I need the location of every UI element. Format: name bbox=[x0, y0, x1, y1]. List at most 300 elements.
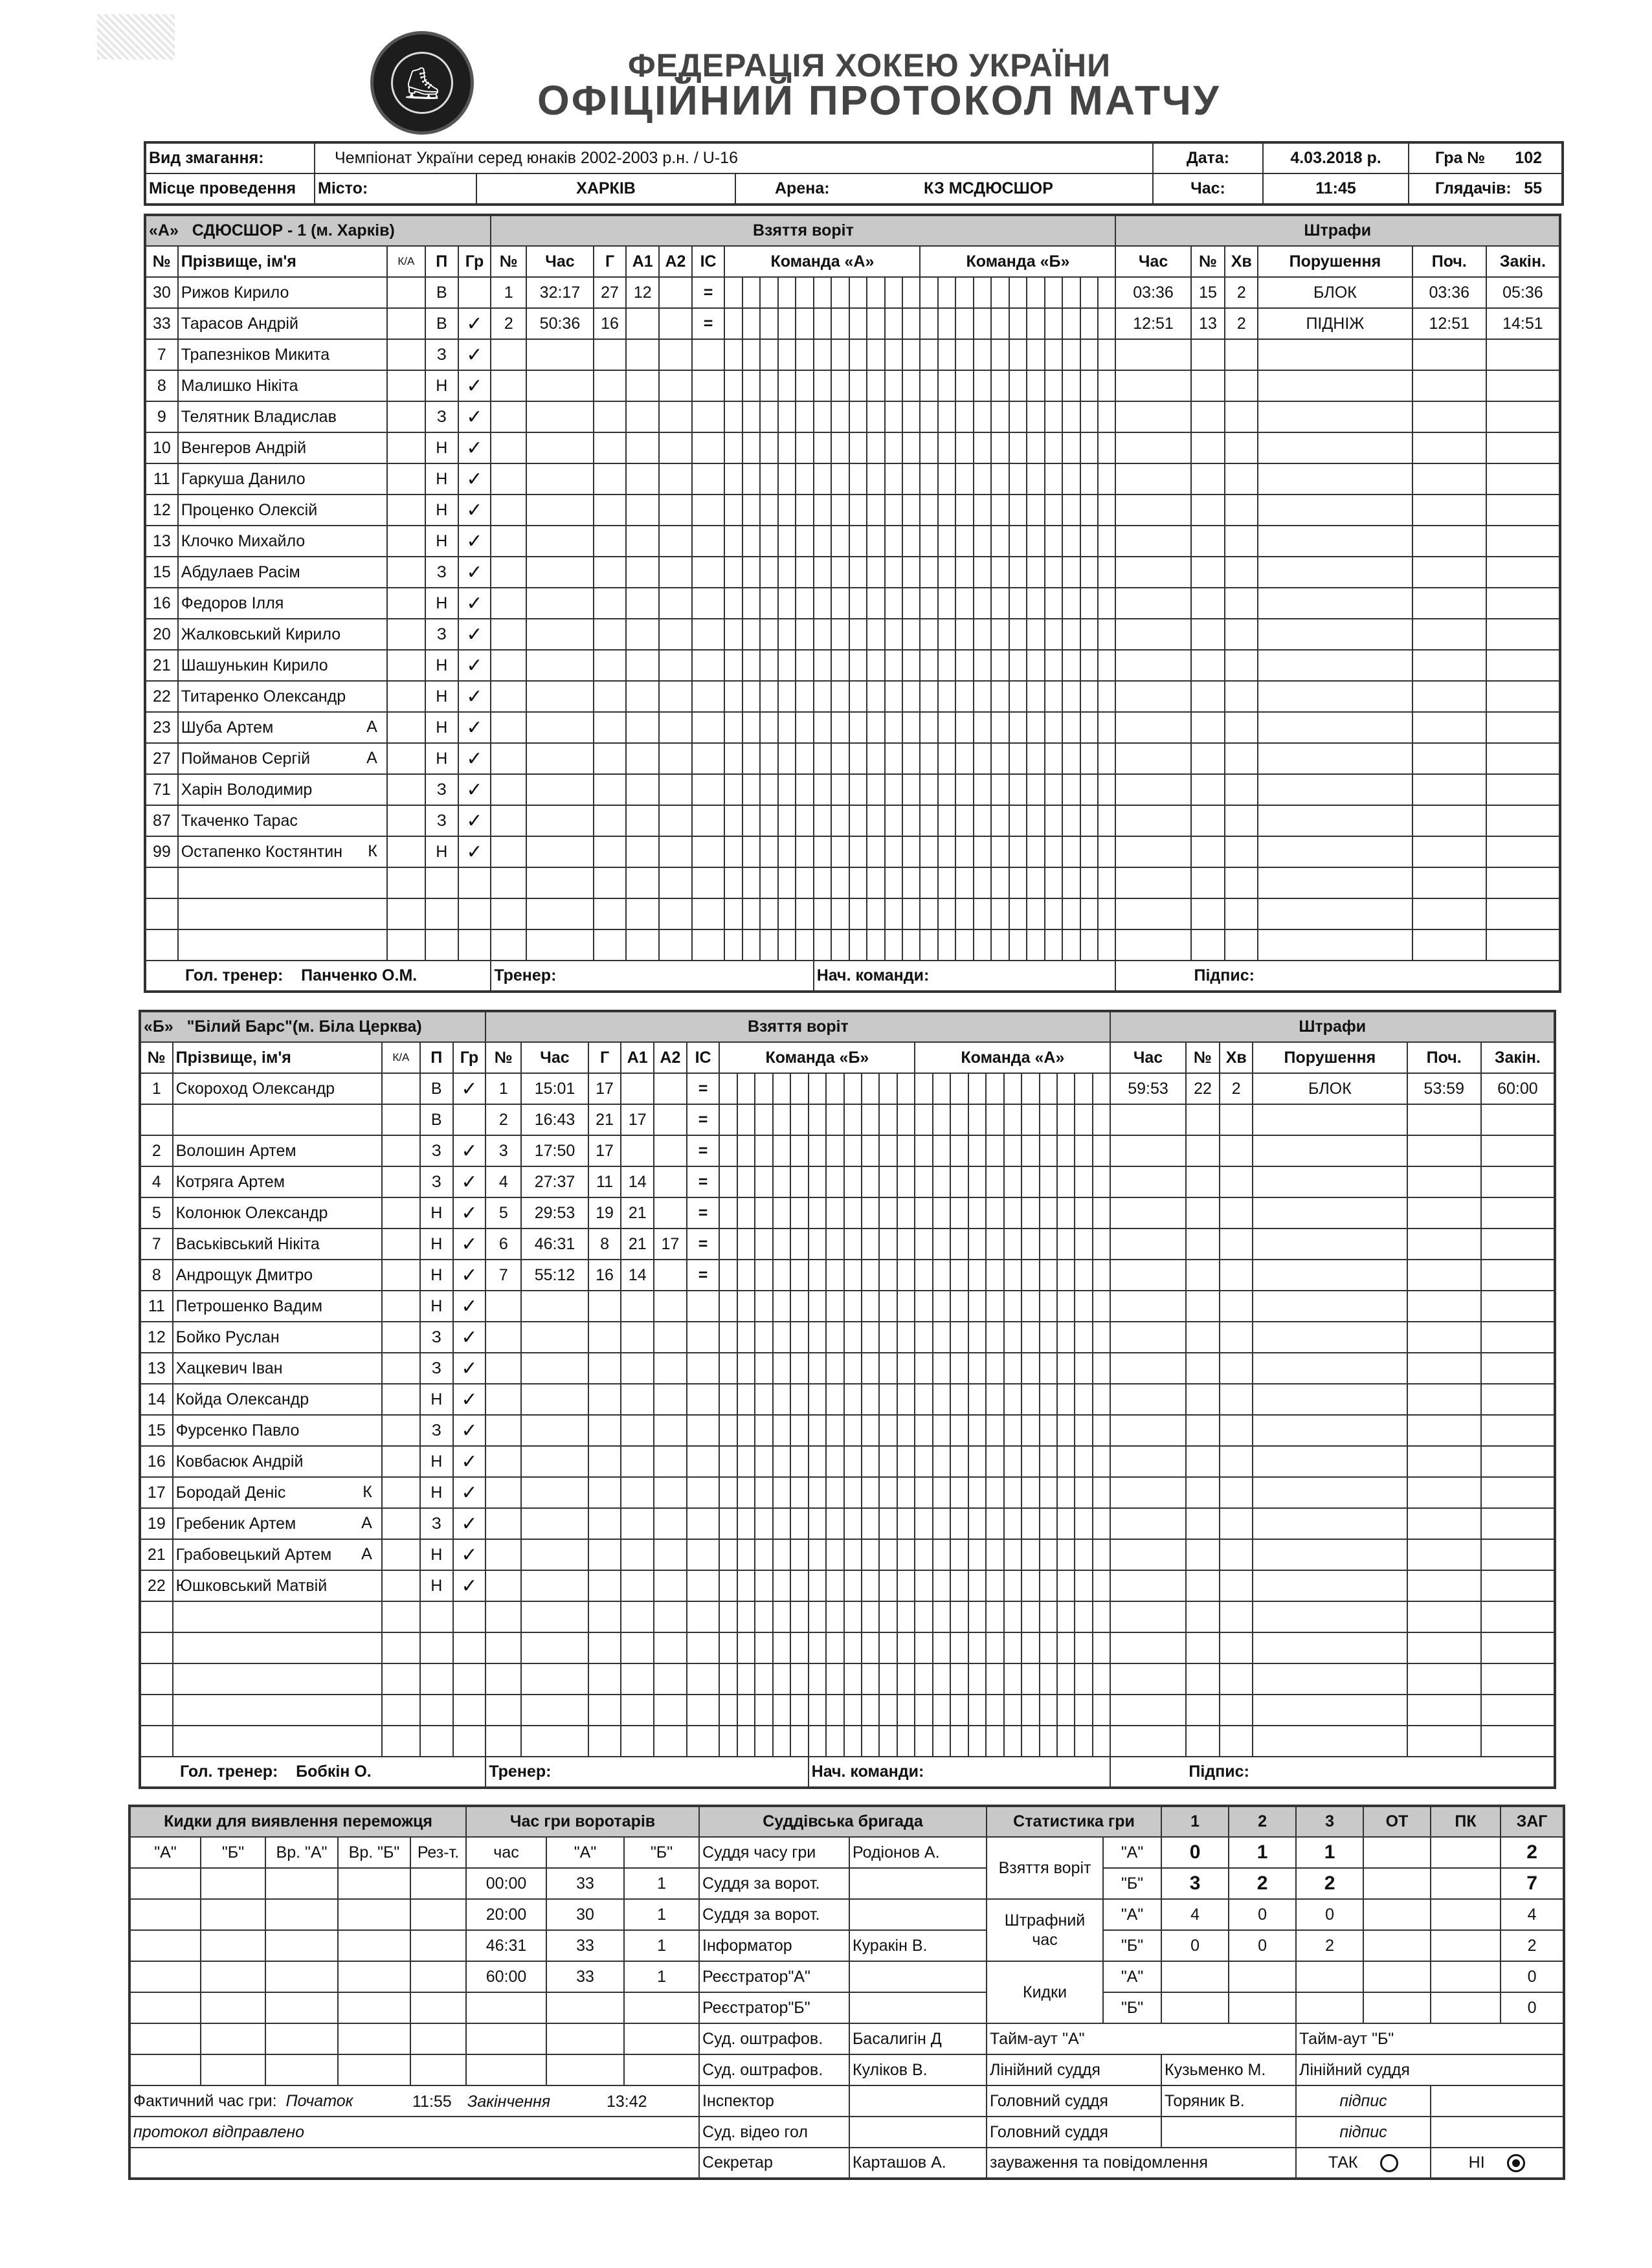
empty-cell bbox=[1486, 495, 1560, 526]
empty-cell bbox=[879, 1726, 897, 1757]
empty-cell bbox=[796, 774, 813, 805]
empty-cell bbox=[719, 1073, 737, 1104]
empty-cell bbox=[486, 1601, 521, 1632]
empty-cell bbox=[986, 1601, 1003, 1632]
team_b-name: "Білий Барс"(м. Біла Церква) bbox=[186, 1017, 422, 1036]
empty-cell bbox=[1186, 1446, 1220, 1477]
empty-cell bbox=[844, 1663, 862, 1695]
played-check-icon: ✓ bbox=[458, 370, 491, 401]
empty-cell bbox=[991, 650, 1009, 681]
empty-cell bbox=[1027, 557, 1044, 588]
empty-cell bbox=[885, 619, 902, 650]
player-cell bbox=[178, 308, 387, 339]
empty-cell bbox=[1253, 1539, 1407, 1570]
empty-cell bbox=[626, 774, 659, 805]
empty-cell bbox=[885, 339, 902, 370]
empty-cell bbox=[885, 463, 902, 495]
table-row bbox=[140, 1663, 1555, 1695]
penalty-time: 03:36 bbox=[1115, 277, 1190, 308]
empty-cell bbox=[831, 805, 849, 836]
radio-empty-icon[interactable] bbox=[1380, 2154, 1398, 2172]
goal-strength: = bbox=[687, 1073, 720, 1104]
empty-cell bbox=[410, 1961, 466, 1992]
penalty-start: 03:36 bbox=[1412, 277, 1486, 308]
empty-cell bbox=[950, 1291, 968, 1322]
empty-cell bbox=[933, 1695, 950, 1726]
stats-value: 0 bbox=[1161, 1930, 1229, 1961]
empty-cell bbox=[920, 836, 937, 867]
empty-cell bbox=[760, 836, 777, 867]
empty-cell bbox=[867, 867, 884, 898]
empty-cell bbox=[862, 1197, 879, 1228]
empty-cell bbox=[1027, 712, 1044, 743]
table-row bbox=[129, 2023, 1564, 2054]
goal-strength: = bbox=[692, 277, 725, 308]
empty-cell bbox=[737, 1197, 755, 1228]
empty-cell bbox=[760, 898, 777, 929]
empty-cell bbox=[719, 1570, 737, 1601]
team_a-tag: «А» bbox=[149, 221, 179, 239]
empty-cell bbox=[1225, 370, 1258, 401]
empty-cell bbox=[1093, 1166, 1111, 1197]
empty-cell bbox=[1057, 1135, 1075, 1166]
empty-cell bbox=[809, 1384, 826, 1415]
empty-cell bbox=[1062, 836, 1080, 867]
empty-cell bbox=[659, 805, 692, 836]
empty-cell bbox=[950, 1695, 968, 1726]
empty-cell bbox=[1045, 557, 1062, 588]
empty-cell bbox=[724, 588, 742, 619]
empty-cell bbox=[626, 401, 659, 432]
player-cell bbox=[173, 1166, 382, 1197]
empty-cell bbox=[1407, 1135, 1481, 1166]
goal-assist2 bbox=[659, 308, 692, 339]
empty-cell bbox=[1040, 1663, 1057, 1695]
empty-cell bbox=[1080, 712, 1098, 743]
empty-cell bbox=[692, 401, 725, 432]
empty-cell bbox=[687, 1446, 720, 1477]
end-label: Закінчення bbox=[467, 2093, 551, 2111]
empty-cell bbox=[849, 526, 867, 557]
empty-cell bbox=[724, 929, 742, 961]
shootout-col-header: Вр. "А" bbox=[265, 1837, 338, 1868]
empty-cell bbox=[974, 650, 991, 681]
empty-cell bbox=[974, 432, 991, 463]
empty-cell bbox=[902, 308, 920, 339]
empty-cell bbox=[831, 836, 849, 867]
table-row bbox=[129, 1868, 1564, 1899]
empty-cell bbox=[760, 370, 777, 401]
col-goal-time-header: Час bbox=[526, 246, 593, 277]
player-ka bbox=[387, 495, 425, 526]
player-ka bbox=[382, 1197, 420, 1228]
empty-cell bbox=[1191, 836, 1225, 867]
empty-cell bbox=[955, 712, 973, 743]
empty-cell bbox=[737, 1695, 755, 1726]
empty-cell bbox=[659, 650, 692, 681]
empty-cell bbox=[1027, 774, 1044, 805]
empty-cell bbox=[724, 681, 742, 712]
empty-cell bbox=[654, 1508, 687, 1539]
player-number: 10 bbox=[145, 432, 178, 463]
empty-cell bbox=[1009, 681, 1027, 712]
empty-cell bbox=[1225, 712, 1258, 743]
team-b-section bbox=[139, 1010, 1556, 1789]
empty-cell bbox=[933, 1228, 950, 1260]
date-label: Дата: bbox=[1153, 142, 1263, 173]
empty-cell bbox=[1009, 650, 1027, 681]
gk-col-header: "Б" bbox=[624, 1837, 699, 1868]
empty-cell bbox=[974, 712, 991, 743]
empty-cell bbox=[974, 557, 991, 588]
empty-cell bbox=[760, 526, 777, 557]
empty-cell bbox=[862, 1260, 879, 1291]
empty-cell bbox=[1186, 1663, 1220, 1695]
empty-cell bbox=[902, 774, 920, 805]
stats-value: 0 bbox=[1296, 1899, 1363, 1930]
stats-value: 1 bbox=[1229, 1837, 1296, 1868]
empty-cell bbox=[1027, 898, 1044, 929]
col-g-header: Г bbox=[588, 1042, 621, 1073]
team-a-section bbox=[144, 214, 1561, 993]
empty-cell bbox=[879, 1539, 897, 1570]
table-row bbox=[140, 1415, 1555, 1446]
empty-cell bbox=[1098, 339, 1116, 370]
gk-time: 60:00 bbox=[466, 1961, 546, 1992]
player-ka bbox=[387, 619, 425, 650]
empty-cell bbox=[831, 743, 849, 774]
empty-cell bbox=[1040, 1384, 1057, 1415]
venue-label: Місце проведення bbox=[145, 173, 315, 205]
empty-cell bbox=[1075, 1477, 1092, 1508]
empty-cell bbox=[594, 495, 627, 526]
empty-cell bbox=[933, 1508, 950, 1539]
player-name: Венгеров Андрій bbox=[181, 438, 307, 457]
empty-cell bbox=[831, 929, 849, 961]
player-position: Н bbox=[425, 743, 458, 774]
empty-cell bbox=[755, 1353, 772, 1384]
empty-cell bbox=[1110, 1539, 1185, 1570]
goal-number: 3 bbox=[486, 1135, 521, 1166]
empty-cell bbox=[809, 1570, 826, 1601]
goal-assist1: 21 bbox=[621, 1228, 654, 1260]
player-cell bbox=[178, 650, 387, 681]
col-infraction-header: Порушення bbox=[1253, 1042, 1407, 1073]
empty-cell bbox=[1057, 1663, 1075, 1695]
empty-cell bbox=[742, 929, 760, 961]
table-row bbox=[140, 1384, 1555, 1415]
empty-cell bbox=[1040, 1726, 1057, 1757]
player-position: Н bbox=[425, 588, 458, 619]
empty-cell bbox=[1486, 743, 1560, 774]
player-position: З bbox=[420, 1508, 453, 1539]
empty-cell bbox=[1098, 557, 1116, 588]
empty-cell bbox=[1075, 1228, 1092, 1260]
player-cell bbox=[178, 432, 387, 463]
player-ka bbox=[387, 401, 425, 432]
player-name: Юшковський Матвій bbox=[175, 1576, 328, 1595]
empty-cell bbox=[826, 1197, 843, 1228]
player-name: Шашунькин Кирило bbox=[181, 656, 328, 674]
player-number: 1 bbox=[140, 1073, 173, 1104]
empty-cell bbox=[938, 495, 955, 526]
referee-name: Куліков В. bbox=[849, 2054, 987, 2085]
stats-value: 0 bbox=[1161, 1837, 1229, 1868]
empty-cell bbox=[687, 1384, 720, 1415]
empty-cell bbox=[1407, 1104, 1481, 1135]
goal-number: 7 bbox=[486, 1260, 521, 1291]
empty-cell bbox=[933, 1197, 950, 1228]
empty-cell bbox=[950, 1632, 968, 1663]
empty-cell bbox=[867, 526, 884, 557]
played-check-icon bbox=[458, 277, 491, 308]
goal-strength: = bbox=[687, 1104, 720, 1135]
empty-cell bbox=[737, 1135, 755, 1166]
empty-cell bbox=[1407, 1353, 1481, 1384]
empty-cell bbox=[796, 526, 813, 557]
empty-cell bbox=[986, 1508, 1003, 1539]
empty-cell bbox=[760, 712, 777, 743]
empty-cell bbox=[594, 867, 627, 898]
empty-cell bbox=[1045, 432, 1062, 463]
goal-number: 2 bbox=[491, 308, 526, 339]
empty-cell bbox=[1098, 681, 1116, 712]
empty-cell bbox=[1009, 867, 1027, 898]
empty-cell bbox=[1093, 1135, 1111, 1166]
empty-cell bbox=[719, 1104, 737, 1135]
yes-option[interactable] bbox=[1296, 2148, 1431, 2179]
empty-cell bbox=[1220, 1446, 1253, 1477]
empty-cell bbox=[950, 1260, 968, 1291]
player-name: Грабовецький Артем bbox=[175, 1545, 332, 1564]
empty-cell bbox=[831, 370, 849, 401]
player-ka bbox=[382, 1570, 420, 1601]
empty-cell bbox=[1258, 774, 1412, 805]
empty-cell bbox=[1045, 619, 1062, 650]
empty-cell bbox=[938, 929, 955, 961]
empty-cell bbox=[1225, 898, 1258, 929]
empty-cell bbox=[1258, 929, 1412, 961]
empty-cell bbox=[1191, 650, 1225, 681]
empty-cell bbox=[955, 432, 973, 463]
empty-cell bbox=[831, 619, 849, 650]
empty-cell bbox=[867, 898, 884, 929]
empty-cell bbox=[790, 1539, 808, 1570]
col-pen-time-header: Час bbox=[1115, 246, 1190, 277]
empty-cell bbox=[201, 1961, 265, 1992]
empty-cell bbox=[1115, 588, 1190, 619]
player-number: 8 bbox=[145, 370, 178, 401]
empty-cell bbox=[974, 526, 991, 557]
empty-cell bbox=[790, 1073, 808, 1104]
goal-number: 2 bbox=[486, 1104, 521, 1135]
stats-value bbox=[1431, 1930, 1501, 1961]
empty-cell bbox=[1481, 1322, 1555, 1353]
empty-cell bbox=[1093, 1726, 1111, 1757]
empty-cell bbox=[1486, 898, 1560, 929]
player-position: З bbox=[420, 1322, 453, 1353]
empty-cell bbox=[773, 1415, 790, 1446]
played-check-icon: ✓ bbox=[453, 1353, 486, 1384]
empty-cell bbox=[974, 401, 991, 432]
empty-cell bbox=[526, 774, 593, 805]
empty-cell bbox=[968, 1228, 986, 1260]
empty-cell bbox=[1040, 1104, 1057, 1135]
empty-cell bbox=[1258, 681, 1412, 712]
empty-cell bbox=[986, 1446, 1003, 1477]
empty-cell bbox=[902, 339, 920, 370]
empty-cell bbox=[809, 1601, 826, 1632]
actual-time-label: Фактичний час гри: bbox=[133, 2091, 277, 2110]
empty-cell bbox=[938, 681, 955, 712]
empty-cell bbox=[950, 1508, 968, 1539]
no-option[interactable] bbox=[1431, 2148, 1564, 2179]
stats-value bbox=[1431, 1992, 1501, 2023]
goal-scorer: 17 bbox=[588, 1073, 621, 1104]
empty-cell bbox=[760, 495, 777, 526]
empty-cell bbox=[737, 1291, 755, 1322]
empty-cell bbox=[719, 1539, 737, 1570]
player-name: Клочко Михайло bbox=[181, 531, 306, 550]
empty-cell bbox=[826, 1353, 843, 1384]
empty-cell bbox=[790, 1477, 808, 1508]
penalty-time: 12:51 bbox=[1115, 308, 1190, 339]
referee-role: Інформатор bbox=[699, 1930, 849, 1961]
empty-cell bbox=[1057, 1570, 1075, 1601]
empty-cell bbox=[491, 774, 526, 805]
empty-cell bbox=[796, 619, 813, 650]
referee-role: Суд. оштрафов. bbox=[699, 2054, 849, 2085]
empty-cell bbox=[955, 836, 973, 867]
empty-cell bbox=[897, 1663, 915, 1695]
empty-cell bbox=[862, 1570, 879, 1601]
player-ka bbox=[382, 1291, 420, 1322]
empty-cell bbox=[862, 1415, 879, 1446]
empty-cell bbox=[920, 463, 937, 495]
empty-cell bbox=[778, 588, 796, 619]
empty-cell bbox=[755, 1415, 772, 1446]
empty-cell bbox=[950, 1663, 968, 1695]
empty-cell bbox=[902, 619, 920, 650]
stats-row-label: Взяття воріт bbox=[987, 1837, 1103, 1899]
empty-cell bbox=[265, 2023, 338, 2054]
empty-cell bbox=[1481, 1353, 1555, 1384]
player-position: Н bbox=[420, 1260, 453, 1291]
empty-cell bbox=[915, 1197, 932, 1228]
empty-cell bbox=[486, 1632, 521, 1663]
empty-cell bbox=[737, 1663, 755, 1695]
empty-cell bbox=[659, 339, 692, 370]
empty-cell bbox=[521, 1353, 588, 1384]
referee-role: Суддя за ворот. bbox=[699, 1899, 849, 1930]
player-ka bbox=[382, 1260, 420, 1291]
empty-cell bbox=[831, 308, 849, 339]
empty-cell bbox=[955, 463, 973, 495]
radio-selected-icon[interactable] bbox=[1507, 2154, 1525, 2172]
empty-cell bbox=[933, 1384, 950, 1415]
empty-cell bbox=[1253, 1135, 1407, 1166]
empty-cell bbox=[755, 1166, 772, 1197]
empty-cell bbox=[968, 1415, 986, 1446]
empty-cell bbox=[1021, 1228, 1039, 1260]
empty-cell bbox=[1161, 2117, 1296, 2148]
player-name: Скороход Олександр bbox=[175, 1079, 335, 1098]
player-name: Ковбасюк Андрій bbox=[175, 1452, 304, 1471]
empty-cell bbox=[486, 1415, 521, 1446]
empty-cell bbox=[760, 432, 777, 463]
empty-cell bbox=[938, 867, 955, 898]
empty-cell bbox=[778, 681, 796, 712]
goal-number: 1 bbox=[491, 277, 526, 308]
empty-cell bbox=[773, 1322, 790, 1353]
player-number: 4 bbox=[140, 1166, 173, 1197]
empty-cell bbox=[790, 1166, 808, 1197]
stats-value bbox=[1431, 1899, 1501, 1930]
empty-cell bbox=[796, 432, 813, 463]
played-check-icon: ✓ bbox=[458, 712, 491, 743]
empty-cell bbox=[920, 650, 937, 681]
empty-cell bbox=[737, 1228, 755, 1260]
empty-cell bbox=[621, 1384, 654, 1415]
empty-cell bbox=[1040, 1570, 1057, 1601]
player-position: Н bbox=[425, 495, 458, 526]
empty-cell bbox=[814, 557, 831, 588]
empty-cell bbox=[338, 1930, 410, 1961]
empty-cell bbox=[920, 588, 937, 619]
col-ka-header: К/А bbox=[387, 246, 425, 277]
coach-label: Тренер: bbox=[486, 1757, 808, 1788]
empty-cell bbox=[1220, 1539, 1253, 1570]
player-position: Н bbox=[420, 1228, 453, 1260]
empty-cell bbox=[1258, 712, 1412, 743]
empty-cell bbox=[950, 1384, 968, 1415]
table-row bbox=[140, 1291, 1555, 1322]
empty-cell bbox=[790, 1632, 808, 1663]
empty-cell bbox=[1407, 1166, 1481, 1197]
penalty-minutes: 2 bbox=[1220, 1073, 1253, 1104]
empty-cell bbox=[1115, 557, 1190, 588]
empty-cell bbox=[1057, 1415, 1075, 1446]
empty-cell bbox=[773, 1446, 790, 1477]
empty-cell bbox=[1110, 1384, 1185, 1415]
empty-cell bbox=[410, 2054, 466, 2085]
empty-cell bbox=[742, 401, 760, 432]
empty-cell bbox=[955, 681, 973, 712]
empty-cell bbox=[1220, 1228, 1253, 1260]
empty-cell bbox=[862, 1322, 879, 1353]
col-pen-no-header: № bbox=[1186, 1042, 1220, 1073]
empty-cell bbox=[778, 277, 796, 308]
empty-cell bbox=[420, 1632, 453, 1663]
empty-cell bbox=[594, 743, 627, 774]
empty-cell bbox=[1009, 557, 1027, 588]
goal-strength: = bbox=[687, 1260, 720, 1291]
empty-cell bbox=[1110, 1353, 1185, 1384]
empty-cell bbox=[991, 774, 1009, 805]
empty-cell bbox=[938, 743, 955, 774]
goal-assist2 bbox=[654, 1166, 687, 1197]
empty-cell bbox=[844, 1322, 862, 1353]
empty-cell bbox=[1220, 1291, 1253, 1322]
empty-cell bbox=[526, 432, 593, 463]
empty-cell bbox=[588, 1415, 621, 1446]
player-name: Жалковський Кирило bbox=[181, 625, 341, 643]
empty-cell bbox=[809, 1260, 826, 1291]
empty-cell bbox=[742, 463, 760, 495]
empty-cell bbox=[466, 2054, 546, 2085]
empty-cell bbox=[1258, 743, 1412, 774]
empty-cell bbox=[1115, 339, 1190, 370]
